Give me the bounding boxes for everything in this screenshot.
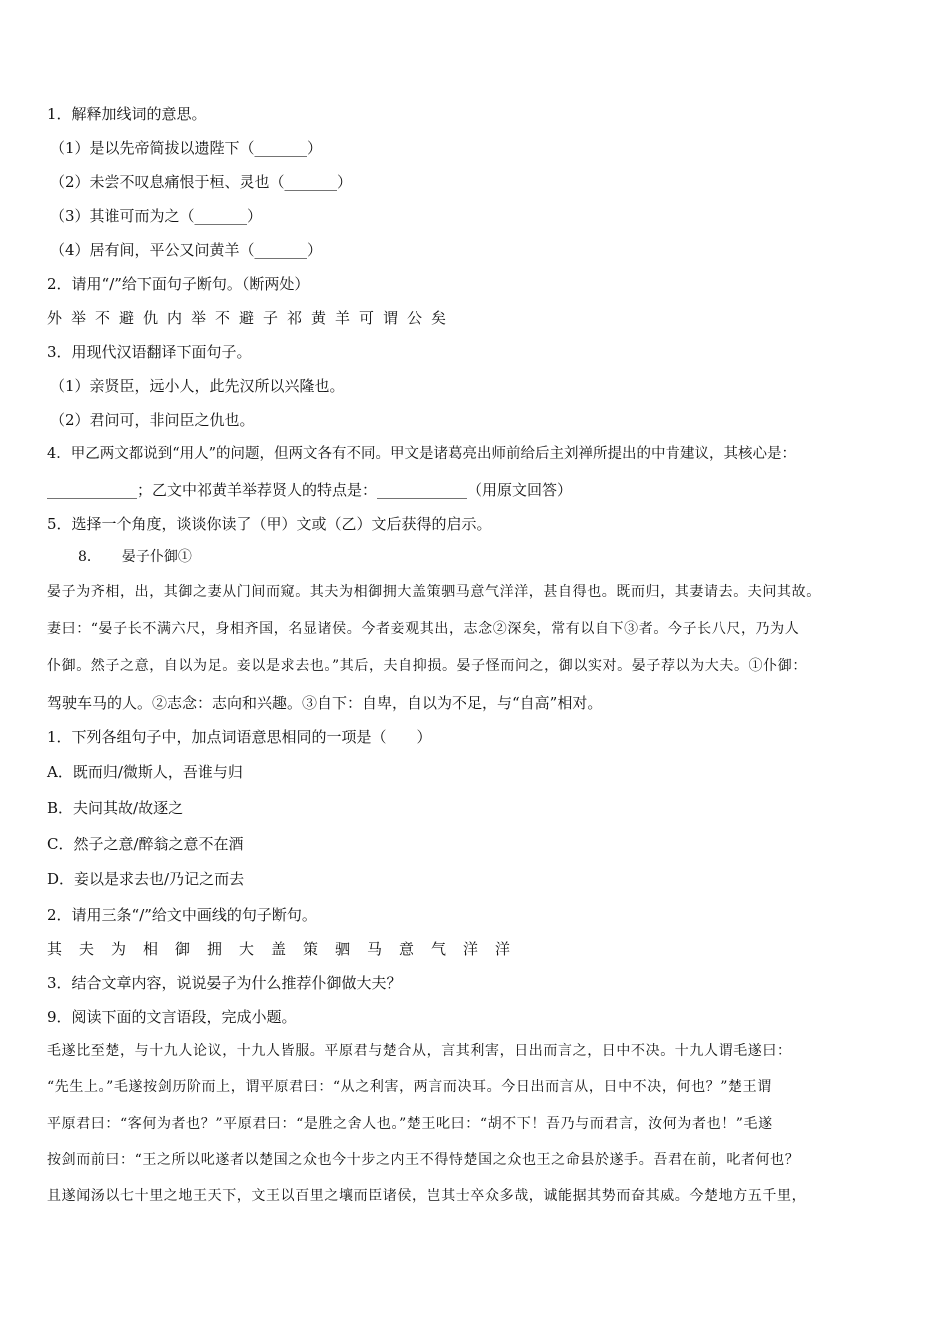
section-9-heading: 9．阅读下面的文言语段，完成小题。	[47, 1008, 297, 1026]
question-2-heading: 2．请用“/”给下面句子断句。（断两处）	[47, 275, 310, 293]
section-8-title: 8． 晏子仆御①	[78, 549, 192, 565]
question-5-heading: 5．选择一个角度，谈谈你读了（甲）文或（乙）文后获得的启示。	[47, 515, 492, 533]
passage-8-line-2: 妻曰：“晏子长不满六尺，身相齐国，名显诸侯。今者妾观其出，志念②深矣，常有以自下③者。今子长八尺，乃为人	[47, 621, 800, 637]
subquestion-1-1: （1）是以先帝简拔以遗陛下（_______）	[50, 139, 323, 157]
punctuation-sentence: 外举不避仇内举不避子祁黄羊可谓公矣	[47, 309, 456, 327]
option-a: A．既而归/微斯人，吾谁与归	[47, 763, 243, 781]
section-8-question-1: 1．下列各组句子中，加点词语意思相同的一项是（ ）	[47, 728, 432, 746]
passage-9-line-4: 按剑而前曰：“王之所以叱遂者以楚国之众也今十步之内王不得恃楚国之众也王之命县於遂手。吾君在前，叱者何也？	[47, 1152, 800, 1168]
section-8-question-3: 3．结合文章内容，说说晏子为什么推荐仆御做大夫？	[47, 974, 402, 992]
passage-9-line-3: 平原君曰：“客何为者也？”平原君曰：“是胜之舍人也。”楚王叱曰：“胡不下！吾乃与而君言，汝何为者也！”毛遂	[47, 1116, 773, 1132]
passage-8-line-1: 晏子为齐相，出，其御之妻从门间而窥。其夫为相御拥大盖策驷马意气洋洋，甚自得也。既而归，其妻请去。夫问其故。	[47, 584, 821, 600]
question-3-heading: 3．用现代汉语翻译下面句子。	[47, 343, 252, 361]
option-c: C．然子之意/醉翁之意不在酒	[47, 835, 244, 853]
section-8-question-2: 2．请用三条“/”给文中画线的句子断句。	[47, 906, 317, 924]
question-4-text: 4．甲乙两文都说到“用人”的问题，但两文各有不同。甲文是诸葛亮出师前给后主刘禅所提出的中肯建议，其核心是：	[47, 446, 797, 462]
subquestion-3-2: （2）君问可，非问臣之仇也。	[50, 411, 255, 429]
option-d: D．妾以是求去也/乃记之而去	[47, 870, 245, 888]
subquestion-3-1: （1）亲贤臣，远小人，此先汉所以兴隆也。	[50, 377, 345, 395]
passage-8-notes: 驾驶车马的人。②志念：志向和兴趣。③自下：自卑，自以为不足，与“自高”相对。	[47, 694, 603, 712]
question-4-blanks: ____________；乙文中祁黄羊举荐贤人的特点是：____________（用原文回答）	[47, 481, 573, 499]
passage-9-line-5: 且遂闻汤以七十里之地王天下，文王以百里之壤而臣诸侯，岂其士卒众多哉，诚能据其势而奋其威。今楚地方五千里，	[47, 1188, 807, 1204]
subquestion-1-2: （2）未尝不叹息痛恨于桓、灵也（_______）	[50, 173, 353, 191]
punctuation-sentence-2: 其夫为相御拥大盖策驷马意气洋洋	[47, 940, 528, 958]
passage-8-line-3: 仆御。然子之意，自以为足。妾以是求去也。”其后，夫自抑损。晏子怪而问之，御以实对。晏子荐以为大夫。①仆御：	[47, 658, 807, 674]
option-b: B．夫问其故/故逐之	[47, 799, 184, 817]
subquestion-1-3: （3）其谁可而为之（_______）	[50, 207, 263, 225]
question-1-heading: 1．解释加线词的意思。	[47, 105, 207, 123]
passage-9-line-2: “先生上。”毛遂按剑历阶而上，谓平原君曰：“从之利害，两言而决耳。今日出而言从，日中不决，何也？”楚王谓	[47, 1079, 772, 1095]
passage-9-line-1: 毛遂比至楚，与十九人论议，十九人皆服。平原君与楚合从，言其利害，日出而言之，日中不决。十九人谓毛遂曰：	[47, 1043, 792, 1059]
subquestion-1-4: （4）居有间，平公又问黄羊（_______）	[50, 241, 323, 259]
